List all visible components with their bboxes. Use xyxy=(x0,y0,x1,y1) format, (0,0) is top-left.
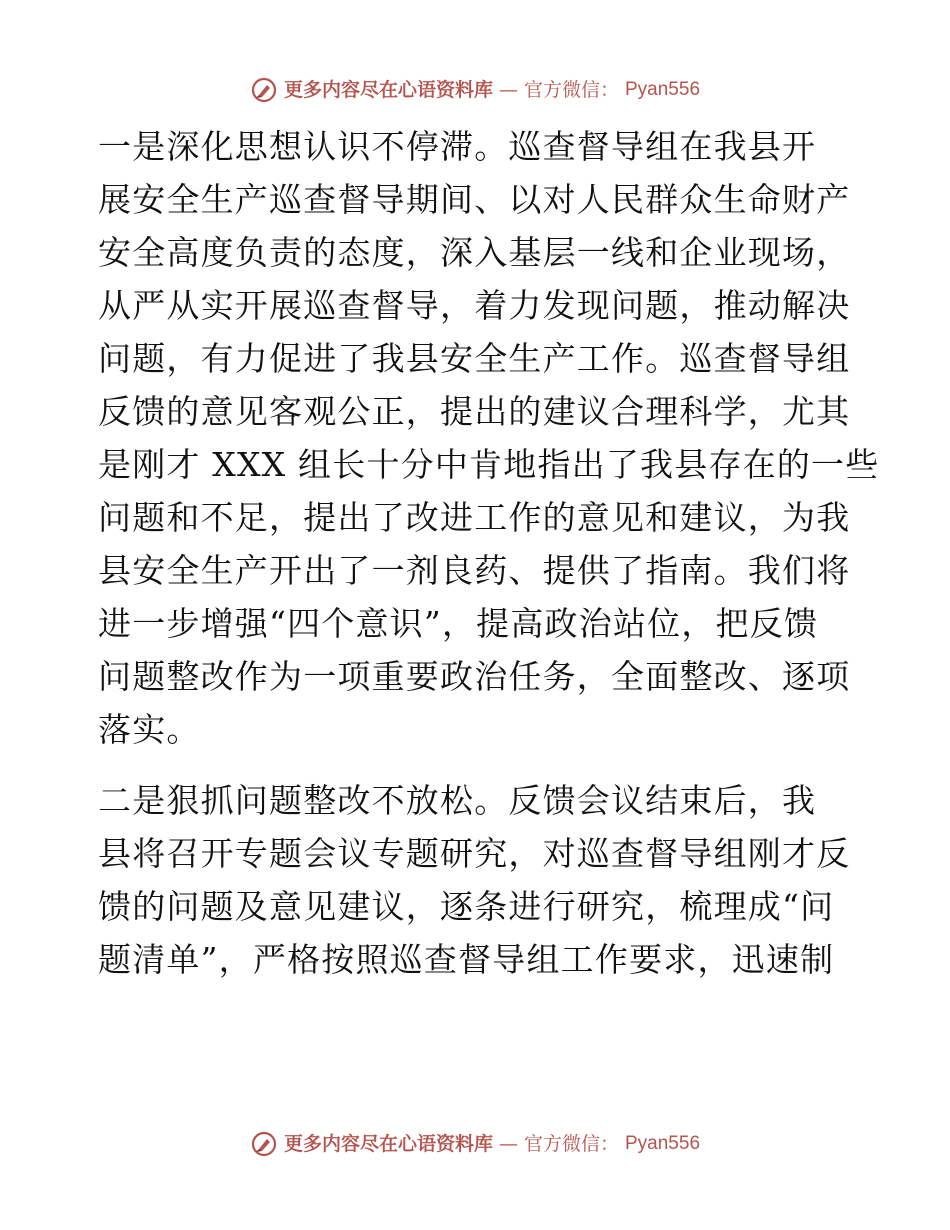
text-line: 问题和不足，提出了改进工作的意见和建议，为我 xyxy=(98,498,851,537)
text-line: 问题整改作为一项重要政治任务，全面整改、逐项 xyxy=(98,657,851,696)
watermark-official-label: 官方微信： xyxy=(523,79,619,101)
watermark-account: Pyan556 xyxy=(625,79,701,100)
text-line: 馈的问题及意见建议，逐条进行研究，梳理成“问 xyxy=(98,887,835,926)
text-line: 县安全生产开出了一剂良药、提供了指南。我们将 xyxy=(98,551,851,590)
text-line: 展安全生产巡查督导期间、以对人民群众生命财产 xyxy=(98,180,851,219)
text-line: 进一步增强“四个意识”，提高政治站位，把反馈 xyxy=(98,604,819,643)
document-body xyxy=(98,120,880,1004)
text-line: 反馈的意见客观公正，提出的建议合理科学，尤其 xyxy=(98,392,851,431)
pen-nib-logo-icon xyxy=(250,76,278,104)
watermark-account: Pyan556 xyxy=(625,1133,701,1154)
text-line: 二是狠抓问题整改不放松。反馈会议结束后，我 xyxy=(98,781,817,820)
text-line: 题清单”，严格按照巡查督导组工作要求，迅速制 xyxy=(98,940,835,979)
paragraph-2 xyxy=(98,774,851,986)
text-line: 一是深化思想认识不停滞。巡查督导组在我县开 xyxy=(98,127,817,166)
text-line: 是刚才 XXX 组长十分中肯地指出了我县存在的一些 xyxy=(98,445,880,484)
text-line: 从严从实开展巡查督导，着力发现问题，推动解决 xyxy=(98,286,851,325)
text-line: 问题，有力促进了我县安全生产工作。巡查督导组 xyxy=(98,339,851,378)
text-line: 安全高度负责的态度，深入基层一线和企业现场， xyxy=(98,233,851,272)
pen-nib-logo-icon xyxy=(250,1130,278,1158)
header-watermark xyxy=(0,76,950,104)
paragraph-1 xyxy=(98,120,880,756)
text-line: 落实。 xyxy=(98,710,201,749)
watermark-text: 更多内容尽在心语资料库 xyxy=(283,79,493,101)
footer-watermark xyxy=(0,1130,950,1158)
text-line: 县将召开专题会议专题研究，对巡查督导组刚才反 xyxy=(98,834,851,873)
watermark-text: 更多内容尽在心语资料库 xyxy=(283,1133,493,1155)
watermark-official-label: 官方微信： xyxy=(523,1133,619,1155)
watermark-dash: — xyxy=(498,79,518,101)
watermark-dash: — xyxy=(498,1133,518,1155)
